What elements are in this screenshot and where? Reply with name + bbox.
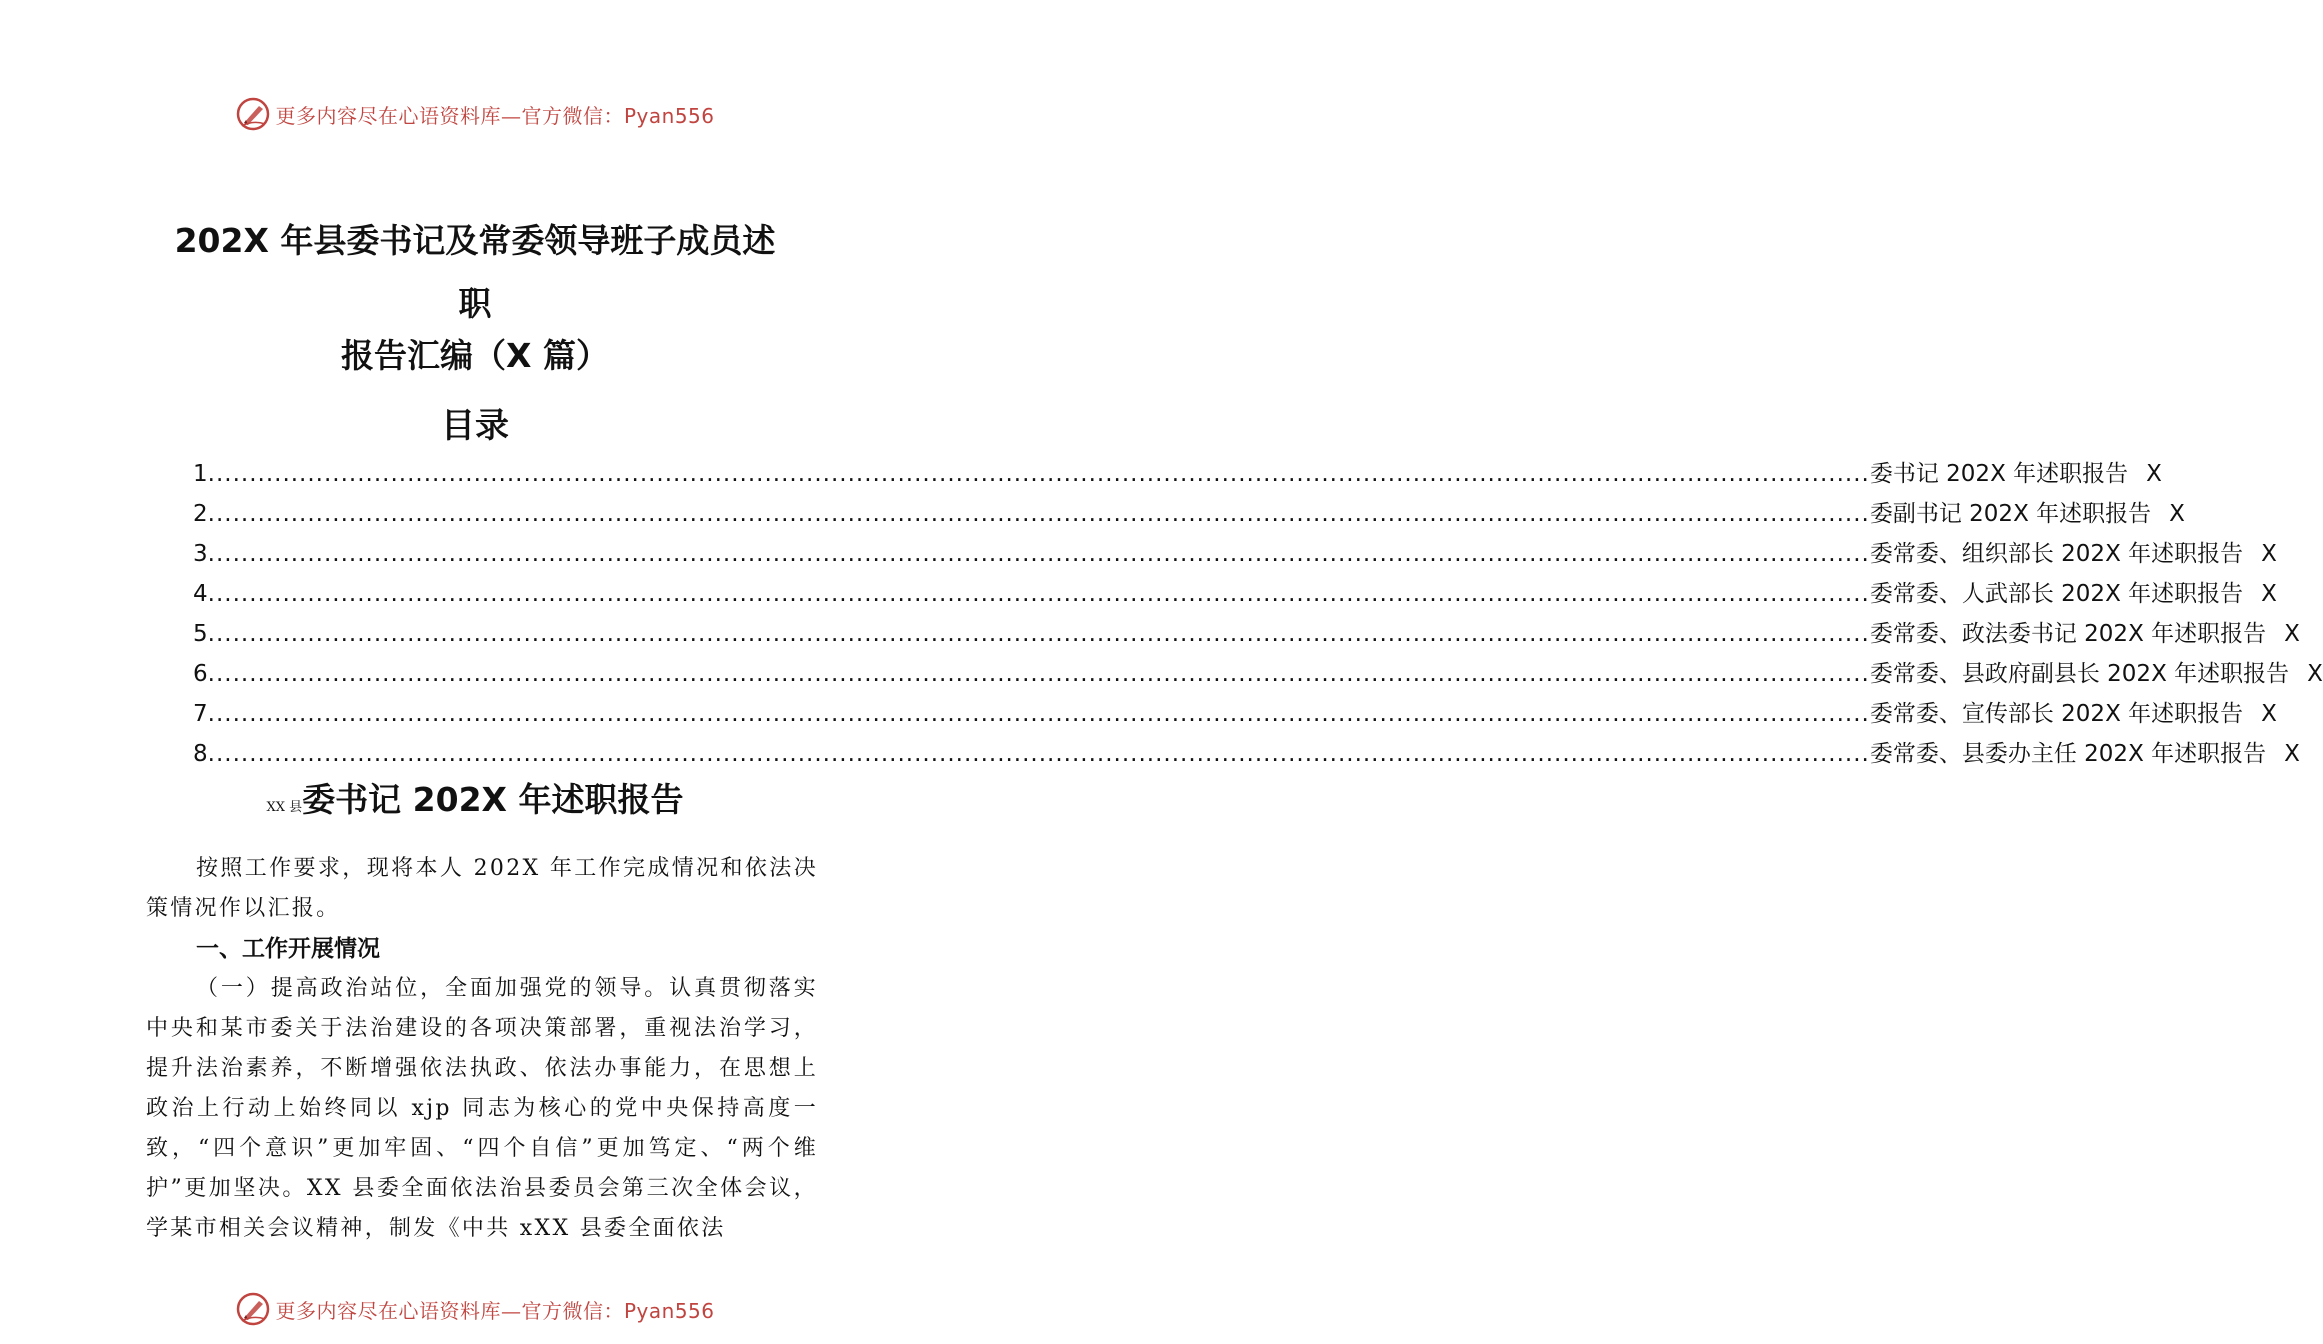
toc-item-page: X (2261, 581, 2277, 607)
banner-text: 更多内容尽在心语资料库—官方微信：Pyan556 (275, 1298, 715, 1323)
toc-item-label: 委常委、宣传部长 202X 年述职报告 (1869, 701, 2244, 727)
toc-item-page: X (2261, 541, 2277, 567)
header-banner (0, 92, 950, 136)
toc-heading: 目录 (441, 406, 509, 446)
toc-item[interactable] (193, 575, 2277, 615)
toc-item-label: 委常委、人武部长 202X 年述职报告 (1869, 581, 2244, 607)
toc-item[interactable] (193, 535, 2277, 575)
toc-dot-leader: ........................................................................................................................................................................................................ (207, 541, 1870, 567)
pen-logo-icon (235, 96, 271, 132)
toc-item-page: X (2284, 621, 2300, 647)
toc-dot-leader: ........................................................................................................................................................................................................ (207, 461, 1870, 487)
toc-item-page: X (2284, 741, 2300, 767)
toc-item-page: X (2261, 701, 2277, 727)
toc-item-page: X (2169, 501, 2185, 527)
toc-dot-leader: ........................................................................................................................................................................................................ (207, 621, 1870, 647)
intro-paragraph: 按照工作要求，现将本人 202X 年工作完成情况和依法决策情况作以汇报。 (146, 856, 818, 921)
toc-item[interactable] (193, 655, 2323, 695)
toc-item-number: 4 (193, 581, 208, 607)
toc-item-number: 8 (193, 741, 208, 767)
toc-dot-leader: ........................................................................................................................................................................................................ (207, 701, 1870, 727)
toc-item[interactable] (193, 495, 2185, 535)
toc-dot-leader: ........................................................................................................................................................................................................ (207, 581, 1870, 607)
toc-item-label: 委常委、政法委书记 202X 年述职报告 (1869, 621, 2267, 647)
toc-dot-leader: ........................................................................................................................................................................................................ (207, 741, 1870, 767)
toc-item-label: 委常委、县委办主任 202X 年述职报告 (1869, 741, 2267, 767)
toc-item-page: X (2307, 661, 2323, 687)
section-title (0, 774, 950, 821)
toc-item-label: 委常委、县政府副县长 202X 年述职报告 (1869, 661, 2290, 687)
toc-item-label: 委副书记 202X 年述职报告 (1869, 501, 2152, 527)
section-title-main: 委书记 202X 年述职报告 (302, 780, 684, 819)
toc-item[interactable] (193, 615, 2300, 655)
wechat-id: Pyan556 (623, 1298, 715, 1323)
toc-item-number: 5 (193, 621, 208, 647)
body-paragraph-1: （一）提高政治站位，全面加强党的领导。认真贯彻落实中央和某市委关于法治建设的各项决策部署，重视法治学习，提升法治素养，不断增强依法执政、依法办事能力，在思想上政治上行动上始终同以 xjp 同志为核心的党中央保持高度一致，“四个意识”更加牢固、“四个自信”更加笃定、“两个维护”更加坚决。XX 县委全面依法治县委员会第三次全体会议，学某市相关会议精神，制发《中共 xXX 县委全面依法 (146, 976, 818, 1241)
section-heading-1: 一、工作开展情况 (196, 936, 380, 962)
banner-text: 更多内容尽在心语资料库—官方微信：Pyan556 (275, 103, 715, 128)
section-title-prefix: XX 县 (266, 800, 303, 815)
toc-item-number: 3 (193, 541, 208, 567)
toc-item[interactable] (193, 455, 2162, 495)
toc-item-number: 2 (193, 501, 208, 527)
toc-item-number: 7 (193, 701, 208, 727)
document-title-line-1: 202X 年县委书记及常委领导班子成员述 (174, 221, 776, 260)
toc-item-number: 6 (193, 661, 208, 687)
toc-item-number: 1 (193, 461, 208, 487)
document-title-line-3: 报告汇编（X 篇） (341, 336, 609, 375)
toc-item[interactable] (193, 695, 2277, 735)
wechat-id: Pyan556 (623, 103, 715, 128)
document-title-line-2: 职 (458, 284, 492, 323)
footer-banner (0, 1287, 950, 1331)
toc-item-label: 委常委、组织部长 202X 年述职报告 (1869, 541, 2244, 567)
table-of-contents (193, 455, 2323, 775)
toc-item[interactable] (193, 735, 2300, 775)
toc-dot-leader: ........................................................................................................................................................................................................ (207, 501, 1870, 527)
toc-dot-leader: ........................................................................................................................................................................................................ (207, 661, 1870, 687)
toc-item-label: 委书记 202X 年述职报告 (1869, 461, 2129, 487)
toc-item-page: X (2146, 461, 2162, 487)
pen-logo-icon (235, 1291, 271, 1327)
